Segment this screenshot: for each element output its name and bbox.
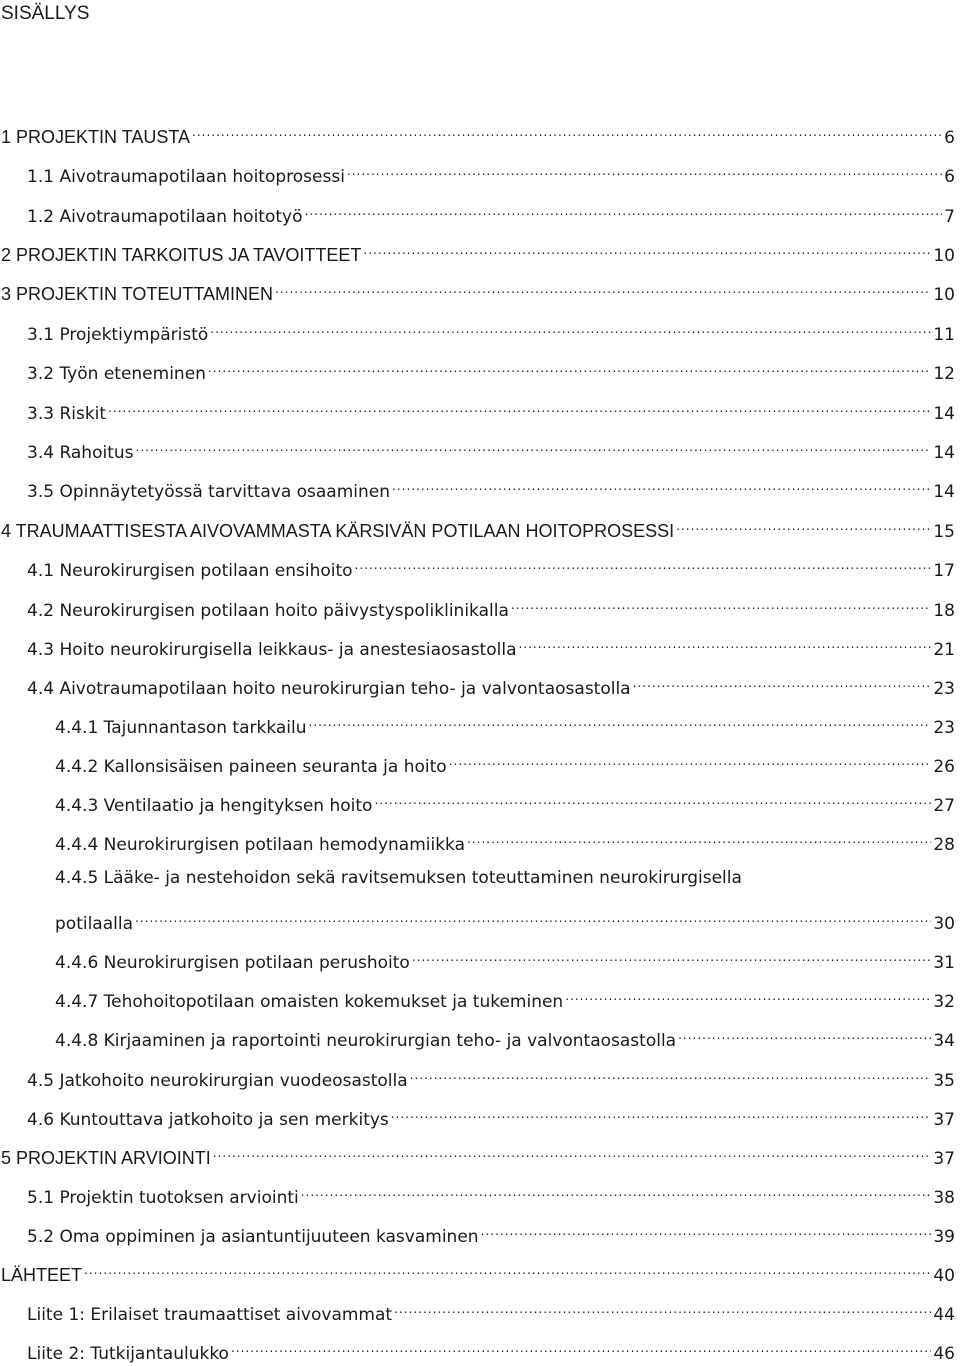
toc-page-number: 30 — [933, 914, 955, 934]
dot-leader — [391, 1101, 932, 1125]
toc-page-number: 10 — [933, 285, 955, 305]
dot-leader — [108, 395, 931, 419]
toc-page-number: 46 — [933, 1344, 955, 1364]
toc-entry[interactable] — [27, 552, 955, 581]
toc-entry[interactable] — [27, 198, 955, 227]
toc-entry[interactable] — [1, 513, 955, 542]
toc-page-number: 26 — [933, 757, 955, 777]
dot-leader — [676, 513, 931, 537]
dot-leader — [394, 1296, 931, 1320]
toc-entry[interactable] — [27, 631, 955, 660]
toc-entry[interactable] — [27, 1062, 955, 1091]
dot-leader — [231, 1335, 931, 1359]
toc-entry-title: 4.4.3 Ventilaatio ja hengityksen hoito — [55, 796, 373, 816]
toc-entry-title: potilaalla — [55, 914, 134, 934]
toc-page-number: 6 — [944, 128, 955, 148]
toc-page-number: 14 — [933, 482, 955, 502]
toc-page-number: 11 — [933, 325, 955, 345]
toc-page-number: 34 — [933, 1031, 955, 1051]
toc-entry-title: 1 PROJEKTIN TAUSTA — [1, 127, 191, 147]
toc-entry[interactable] — [27, 1218, 955, 1247]
dot-leader — [135, 905, 931, 929]
toc-entry-title: 3 PROJEKTIN TOTEUTTAMINEN — [1, 284, 274, 304]
toc-entry[interactable] — [55, 1022, 955, 1051]
toc-entry-title: 3.3 Riskit — [27, 404, 107, 424]
dot-leader — [213, 1140, 932, 1164]
toc-entry[interactable] — [27, 316, 955, 345]
toc-entry-title: 4.4.7 Tehohoitopotilaan omaisten kokemukset ja tukeminen — [55, 992, 564, 1012]
toc-entry-title: 4.5 Jatkohoito neurokirurgian vuodeosastolla — [27, 1071, 408, 1091]
dot-leader — [275, 276, 931, 300]
toc-entry-title: 4.4.2 Kallonsisäisen paineen seuranta ja hoito — [55, 757, 447, 777]
toc-page-number: 17 — [933, 561, 955, 581]
toc-entry[interactable] — [27, 670, 955, 699]
toc-entry-title: 4.3 Hoito neurokirurgisella leikkaus- ja anestesiaosastolla — [27, 640, 517, 660]
dot-leader — [374, 787, 931, 811]
dot-leader — [565, 983, 931, 1007]
toc-entry[interactable] — [1, 1257, 955, 1286]
dot-leader — [467, 826, 931, 850]
toc-page-number: 32 — [933, 992, 955, 1012]
toc-entry-title: 4.2 Neurokirurgisen potilaan hoito päivystyspoliklinikalla — [27, 601, 509, 621]
dot-leader — [192, 119, 942, 143]
toc-entry-title: 4.4.6 Neurokirurgisen potilaan perushoito — [55, 953, 410, 973]
toc-entry-continued[interactable] — [55, 866, 955, 890]
toc-page-number: 7 — [944, 207, 955, 227]
toc-entry-title: 4.6 Kuntouttava jatkohoito ja sen merkitys — [27, 1110, 389, 1130]
toc-entry[interactable] — [55, 709, 955, 738]
dot-leader — [410, 1062, 932, 1086]
toc-entry[interactable] — [27, 1101, 955, 1130]
dot-leader — [355, 552, 932, 576]
toc-entry[interactable] — [55, 787, 955, 816]
dot-leader — [449, 748, 932, 772]
dot-leader — [305, 198, 943, 222]
toc-page-number: 28 — [933, 835, 955, 855]
toc-page-number: 14 — [933, 404, 955, 424]
toc-entry[interactable] — [55, 983, 955, 1012]
toc-entry-title: 4.4 Aivotraumapotilaan hoito neurokirurgian teho- ja valvontaosastolla — [27, 679, 631, 699]
toc-page-number: 6 — [944, 167, 955, 187]
toc-entry-title: Liite 1: Erilaiset traumaattiset aivovammat — [27, 1305, 393, 1325]
toc-entry-title: 5.2 Oma oppiminen ja asiantuntijuuteen kasvaminen — [27, 1227, 479, 1247]
dot-leader — [363, 237, 931, 261]
toc-entry[interactable] — [27, 1296, 955, 1325]
toc-entry-title: 4.1 Neurokirurgisen potilaan ensihoito — [27, 561, 353, 581]
toc-entry-title: 3.5 Opinnäytetyössä tarvittava osaaminen — [27, 482, 391, 502]
toc-entry[interactable] — [55, 905, 955, 934]
toc-page-number: 23 — [933, 718, 955, 738]
toc-entry[interactable] — [27, 473, 955, 502]
toc-entry-title: 4.4.8 Kirjaaminen ja raportointi neurokirurgian teho- ja valvontaosastolla — [55, 1031, 677, 1051]
toc-entry-title: 3.4 Rahoitus — [27, 443, 134, 463]
toc-entry-title: 3.2 Työn eteneminen — [27, 364, 206, 384]
toc-entry[interactable] — [1, 237, 955, 266]
dot-leader — [347, 158, 942, 182]
toc-page-number: 27 — [933, 796, 955, 816]
dot-leader — [309, 709, 932, 733]
toc-entry[interactable] — [55, 748, 955, 777]
toc-entry-title: 2 PROJEKTIN TARKOITUS JA TAVOITTEET — [1, 245, 362, 265]
toc-entry-title: 4 TRAUMAATTISESTA AIVOVAMMASTA KÄRSIVÄN POTILAAN HOITOPROSESSI — [1, 521, 675, 541]
toc-page-number: 12 — [933, 364, 955, 384]
toc-entry-title: 3.1 Projektiympäristö — [27, 325, 209, 345]
toc-entry[interactable] — [55, 944, 955, 973]
toc-entry[interactable] — [1, 1140, 955, 1169]
toc-page-number: 31 — [933, 953, 955, 973]
toc-page-number: 38 — [933, 1188, 955, 1208]
toc-entry[interactable] — [27, 434, 955, 463]
toc-page-number: 15 — [933, 522, 955, 542]
dot-leader — [518, 631, 931, 655]
toc-entry[interactable] — [27, 158, 955, 187]
dot-leader — [633, 670, 932, 694]
toc-entry[interactable] — [27, 592, 955, 621]
toc-entry-title: 1.2 Aivotraumapotilaan hoitotyö — [27, 207, 303, 227]
toc-entry[interactable] — [27, 1335, 955, 1364]
toc-page-number: 10 — [933, 246, 955, 266]
toc-page-number: 35 — [933, 1071, 955, 1091]
toc-entry[interactable] — [27, 1179, 955, 1208]
toc-entry-title: 5 PROJEKTIN ARVIOINTI — [1, 1148, 211, 1168]
toc-entry-title: 1.1 Aivotraumapotilaan hoitoprosessi — [27, 167, 345, 187]
dot-leader — [136, 434, 932, 458]
toc-entry-title: 4.4.5 Lääke- ja nestehoidon sekä ravitsemuksen toteuttaminen neurokirurgisella — [55, 868, 742, 888]
toc-entry-title: Liite 2: Tutkijantaulukko — [27, 1344, 229, 1364]
dot-leader — [84, 1257, 931, 1281]
toc-page-number: 44 — [933, 1305, 955, 1325]
toc-entry-title: 4.4.1 Tajunnantason tarkkailu — [55, 718, 307, 738]
toc-page-number: 39 — [933, 1227, 955, 1247]
toc-page-number: 18 — [933, 601, 955, 621]
toc-page-number: 23 — [933, 679, 955, 699]
dot-leader — [511, 592, 931, 616]
toc-entry[interactable] — [27, 355, 955, 384]
toc-entry[interactable] — [1, 119, 955, 148]
dot-leader — [210, 316, 931, 340]
toc-page-number: 14 — [933, 443, 955, 463]
toc-page-number: 37 — [933, 1149, 955, 1169]
dot-leader — [392, 473, 931, 497]
toc-entry-title: 4.4.4 Neurokirurgisen potilaan hemodynamiikka — [55, 835, 466, 855]
toc-entry[interactable] — [1, 276, 955, 305]
toc-entry-title: 5.1 Projektin tuotoksen arviointi — [27, 1188, 299, 1208]
toc-page-number: 37 — [933, 1110, 955, 1130]
toc-entry[interactable] — [27, 395, 955, 424]
toc-page-number: 21 — [933, 640, 955, 660]
dot-leader — [208, 355, 931, 379]
dot-leader — [301, 1179, 932, 1203]
toc-entry-title: LÄHTEET — [1, 1265, 83, 1285]
page-title: SISÄLLYS — [1, 3, 90, 24]
toc-page-number: 40 — [933, 1266, 955, 1286]
dot-leader — [412, 944, 932, 968]
dot-leader — [481, 1218, 932, 1242]
dot-leader — [678, 1022, 931, 1046]
toc-entry[interactable] — [55, 826, 955, 855]
